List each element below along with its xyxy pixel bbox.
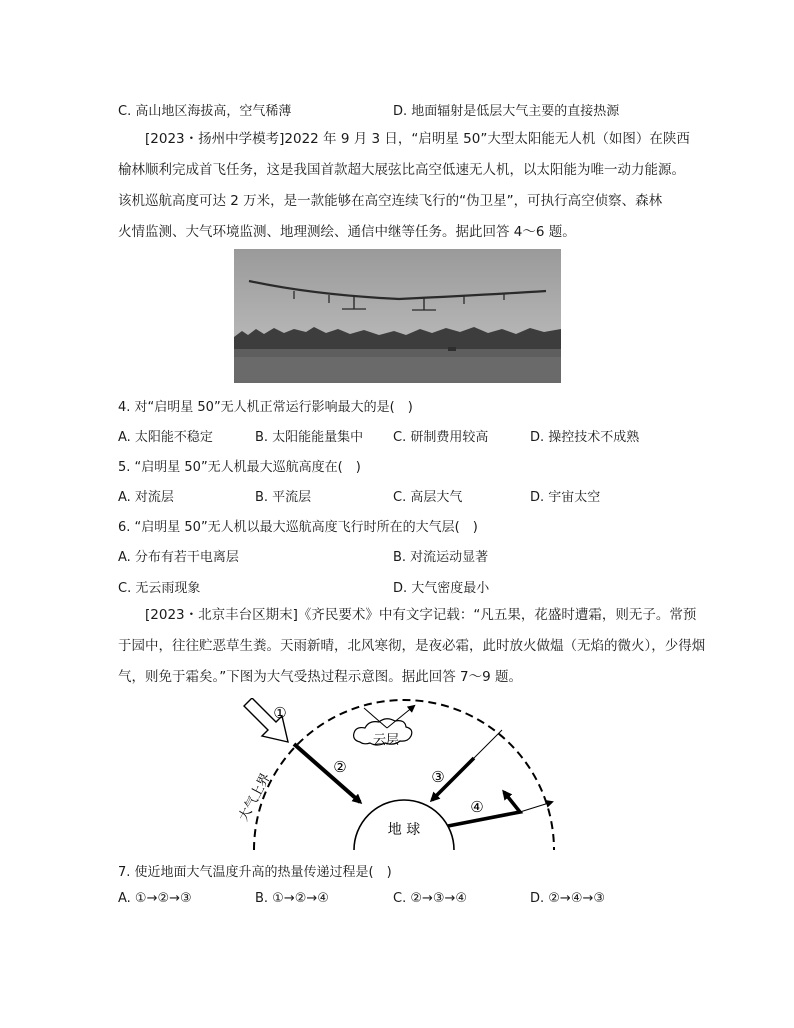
q6-option-a: A. 分布有若干电离层 [118, 550, 239, 565]
q7-option-a: A. ①→②→③ [118, 891, 192, 906]
q5-option-a: A. 对流层 [118, 490, 174, 505]
q7-stem: 7. 使近地面大气温度升高的热量传递过程是( ) [118, 865, 392, 880]
q6-option-b: B. 对流运动显著 [393, 550, 489, 565]
q3-option-d: D. 地面辐射是低层大气主要的直接热源 [393, 104, 620, 119]
cloud-label: 云层 [372, 733, 400, 748]
q6-option-d: D. 大气密度最小 [393, 581, 490, 596]
passage-line: [2023・扬州中学模考]2022 年 9 月 3 日，“启明星 50”大型太阳能无人机（如图）在陕西 [145, 131, 690, 147]
passage-frost [118, 600, 706, 693]
passage-line: 该机巡航高度可达 2 万米，是一款能够在高空连续飞行的“伪卫星”，可执行高空侦察、森林 [118, 193, 663, 209]
marker-2: ② [333, 758, 347, 776]
q7-option-b: B. ①→②→④ [255, 891, 329, 906]
passage-line: [2023・北京丰台区期末]《齐民要术》中有文字记载：“凡五果，花盛时遭霜，则无子。常预 [145, 607, 697, 623]
atmosphere-label: 大气上界 [236, 770, 274, 824]
q6-option-c: C. 无云雨现象 [118, 581, 201, 596]
q5-option-b: B. 平流层 [255, 490, 312, 505]
ground-radiation-arrow [448, 792, 520, 826]
q5-option-d: D. 宇宙太空 [530, 490, 601, 505]
q6-stem: 6. “启明星 50”无人机以最大巡航高度飞行时所在的大气层( ) [118, 520, 478, 535]
q4-option-d: D. 操控技术不成熟 [530, 430, 640, 445]
passage-line: 榆林顺利完成首飞任务，这是我国首款超大展弦比高空低速无人机，以太阳能为唯一动力能源。 [118, 162, 685, 178]
passage-line: 于园中，往往贮恶草生粪。天雨新晴，北风寒彻，是夜必霜，此时放火做煴（无焰的微火），少得烟 [118, 638, 706, 654]
passage-line: 火情监测、大气环境监测、地理测绘、通信中继等任务。据此回答 4～6 题。 [118, 224, 576, 240]
drone-photo [234, 249, 561, 383]
q5-option-c: C. 高层大气 [393, 490, 463, 505]
earth-label: 地 球 [387, 822, 421, 838]
marker-4: ④ [470, 798, 484, 816]
passage-drone [118, 124, 690, 248]
marker-3: ③ [431, 768, 445, 786]
q4-stem: 4. 对“启明星 50”无人机正常运行影响最大的是( ) [118, 400, 413, 415]
atmosphere-heating-diagram [232, 698, 572, 856]
q5-stem: 5. “启明星 50”无人机最大巡航高度在( ) [118, 460, 361, 475]
q3-option-c: C. 高山地区海拔高，空气稀薄 [118, 104, 292, 119]
q4-option-b: B. 太阳能能量集中 [255, 430, 364, 445]
marker-1: ① [273, 704, 287, 722]
q4-option-c: C. 研制费用较高 [393, 430, 489, 445]
passage-line: 气，则免于霜矣。”下图为大气受热过程示意图。据此回答 7～9 题。 [118, 669, 523, 685]
q4-option-a: A. 太阳能不稳定 [118, 430, 213, 445]
q7-option-c: C. ②→③→④ [393, 891, 468, 906]
q7-option-d: D. ②→④→③ [530, 891, 606, 906]
surface-radiation-arrow [294, 744, 360, 802]
